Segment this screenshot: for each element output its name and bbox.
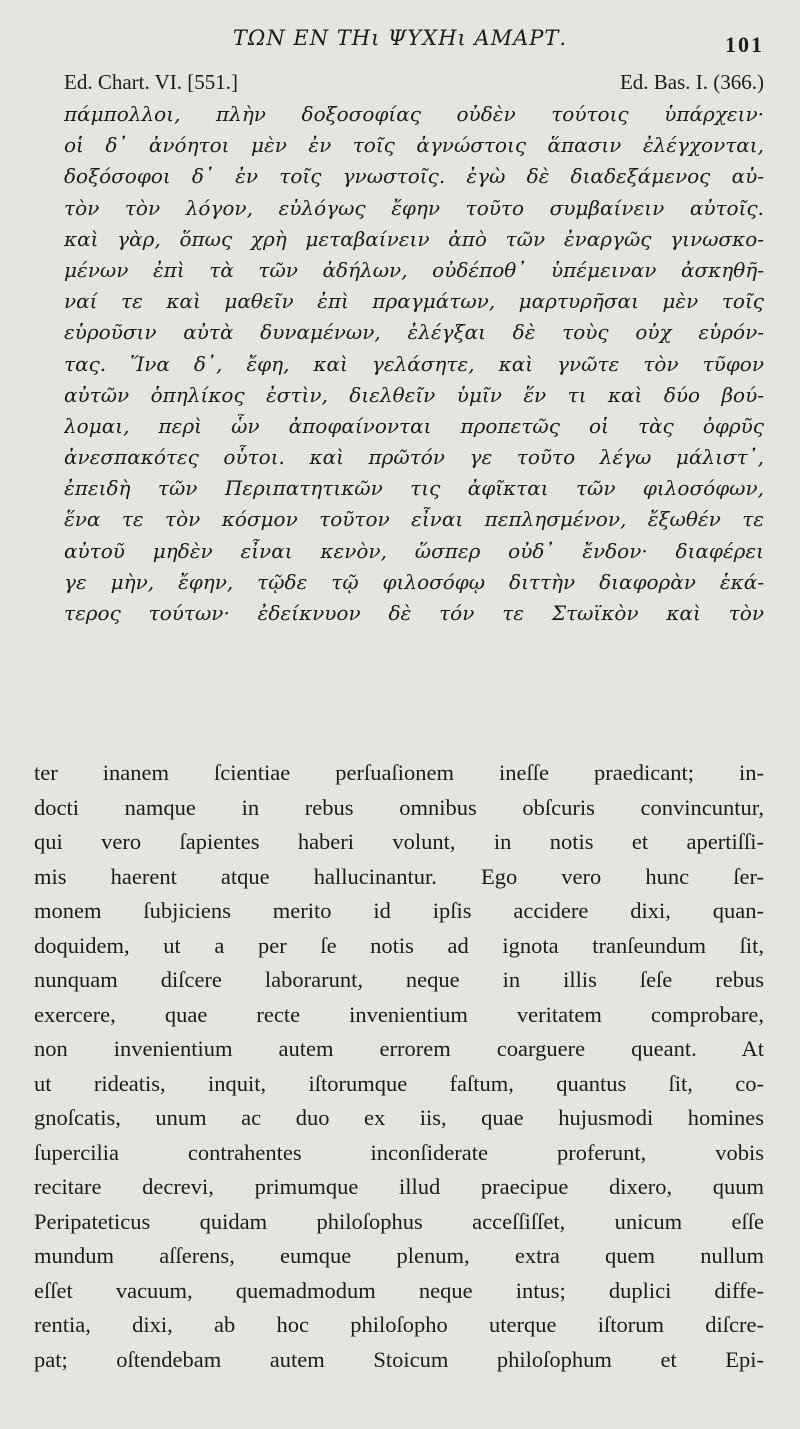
greek-line: καὶ γὰρ, ὅπως χρὴ μεταβαίνειν ἀπὸ τῶν ἐναργῶς γινωσκο-	[64, 226, 764, 251]
greek-line: λομαι, περὶ ὧν ἀποφαίνονται προπετῶς οἱ τὰς ὀφρῦς	[64, 413, 764, 438]
greek-line: ἀνεσπακότες οὗτοι. καὶ πρῶτόν γε τοῦτο λέγω μάλιστ᾽,	[64, 445, 764, 470]
greek-line: εὑροῦσιν αὐτὰ δυναμένων, ἐλέγξαι δὲ τοὺς οὐχ εὑρόν-	[64, 320, 764, 345]
greek-line: τας. Ἵνα δ᾽, ἔφη, καὶ γελάσητε, καὶ γνῶτε τὸν τῦφον	[64, 351, 764, 376]
edition-reference-chart: Ed. Chart. VI. [551.]	[64, 70, 238, 94]
greek-line: αὐτοῦ μηδὲν εἶναι κενὸν, ὥσπερ οὐδ᾽ ἔνδον· διαφέρει	[64, 538, 764, 563]
latin-text-block	[34, 760, 764, 1381]
latin-line: Peripateticus quidam philoſophus acceſſiſſet, unicum eſſe	[34, 1208, 764, 1234]
latin-line: recitare decrevi, primumque illud praecipue dixero, quum	[34, 1174, 764, 1199]
greek-line: αὐτῶν ὁπηλίκος ἐστὶν, διελθεῖν ὑμῖν ἕν τι καὶ δύο βού-	[64, 382, 764, 407]
latin-line: mundum aſſerens, eumque plenum, extra quem nullum	[34, 1243, 764, 1268]
greek-line: γε μὴν, ἔφην, τῷδε τῷ φιλοσόφῳ διττὴν διαφορὰν ἑκά-	[64, 569, 764, 594]
greek-line: τερος τούτων· ἐδείκνυον δὲ τόν τε Στωϊκὸν καὶ τὸν	[64, 601, 764, 625]
latin-line: doquidem, ut a per ſe notis ad ignota tranſeundum ſit,	[34, 932, 764, 958]
latin-line: ſupercilia contrahentes inconſiderate proferunt, vobis	[34, 1139, 764, 1165]
greek-line: ναί τε καὶ μαθεῖν ἐπὶ πραγμάτων, μαρτυρῆσαι μὲν τοῖς	[64, 289, 764, 314]
running-title: ΤΩΝ ΕΝ ΤΗι ΨΥΧΗι ΑΜΑΡΤ.	[232, 26, 568, 50]
page-number: 101	[725, 32, 764, 57]
latin-line: ter inanem ſcientiae perſuaſionem ineſſe praedicant; in-	[34, 760, 764, 785]
latin-line: qui vero ſapientes haberi volunt, in notis et apertiſſi-	[34, 829, 764, 854]
edition-reference-basel: Ed. Bas. I. (366.)	[619, 70, 764, 94]
greek-line: δοξόσοφοι δ᾽ ἐν τοῖς γνωστοῖς. ἐγὼ δὲ διαδεξάμενος αὐ-	[64, 164, 764, 189]
greek-line: ἐπειδὴ τῶν Περιπατητικῶν τις ἀφῖκται τῶν φιλοσόφων,	[64, 476, 764, 501]
latin-line: non invenientium autem errorem coarguere queant. At	[34, 1036, 764, 1061]
latin-line: pat; oſtendebam autem Stoicum philoſophum et Epi-	[34, 1346, 764, 1372]
greek-line: ἕνα τε τὸν κόσμον τοῦτον εἶναι πεπλησμένον, ἔξωθέν τε	[64, 507, 764, 532]
latin-line: exercere, quae recte invenientium veritatem comprobare,	[34, 1001, 764, 1027]
greek-line: οἱ δ᾽ ἀνόητοι μὲν ἐν τοῖς ἀγνώστοις ἅπασιν ἐλέγχονται,	[64, 133, 764, 158]
greek-line: μένων ἐπὶ τὰ τῶν ἀδήλων, οὐδέποθ᾽ ὑπέμειναν ἀσκηθῆ-	[64, 257, 764, 282]
latin-line: rentia, dixi, ab hoc philoſopho uterque iſtorum diſcre-	[34, 1312, 764, 1337]
latin-line: ut rideatis, inquit, iſtorumque faſtum, quantus ſit, co-	[34, 1070, 764, 1096]
latin-line: monem ſubjiciens merito id ipſis accidere dixi, quan-	[34, 898, 764, 923]
latin-line: eſſet vacuum, quemadmodum neque intus; duplici diffe-	[34, 1277, 764, 1303]
latin-line: docti namque in rebus omnibus obſcuris convincuntur,	[34, 794, 764, 820]
latin-line: gnoſcatis, unum ac duo ex iis, quae hujusmodi homines	[34, 1105, 764, 1130]
greek-line: πάμπολλοι, πλὴν δοξοσοφίας οὐδὲν τούτοις ὑπάρχειν·	[64, 102, 764, 126]
greek-text-block	[64, 102, 764, 632]
latin-line: mis haerent atque hallucinantur. Ego vero hunc ſer-	[34, 863, 764, 889]
greek-line: τὸν τὸν λόγον, εὐλόγως ἔφην τοῦτο συμβαίνειν αὐτοῖς.	[64, 195, 764, 220]
latin-line: nunquam diſcere laborarunt, neque in illis ſeſe rebus	[34, 967, 764, 992]
